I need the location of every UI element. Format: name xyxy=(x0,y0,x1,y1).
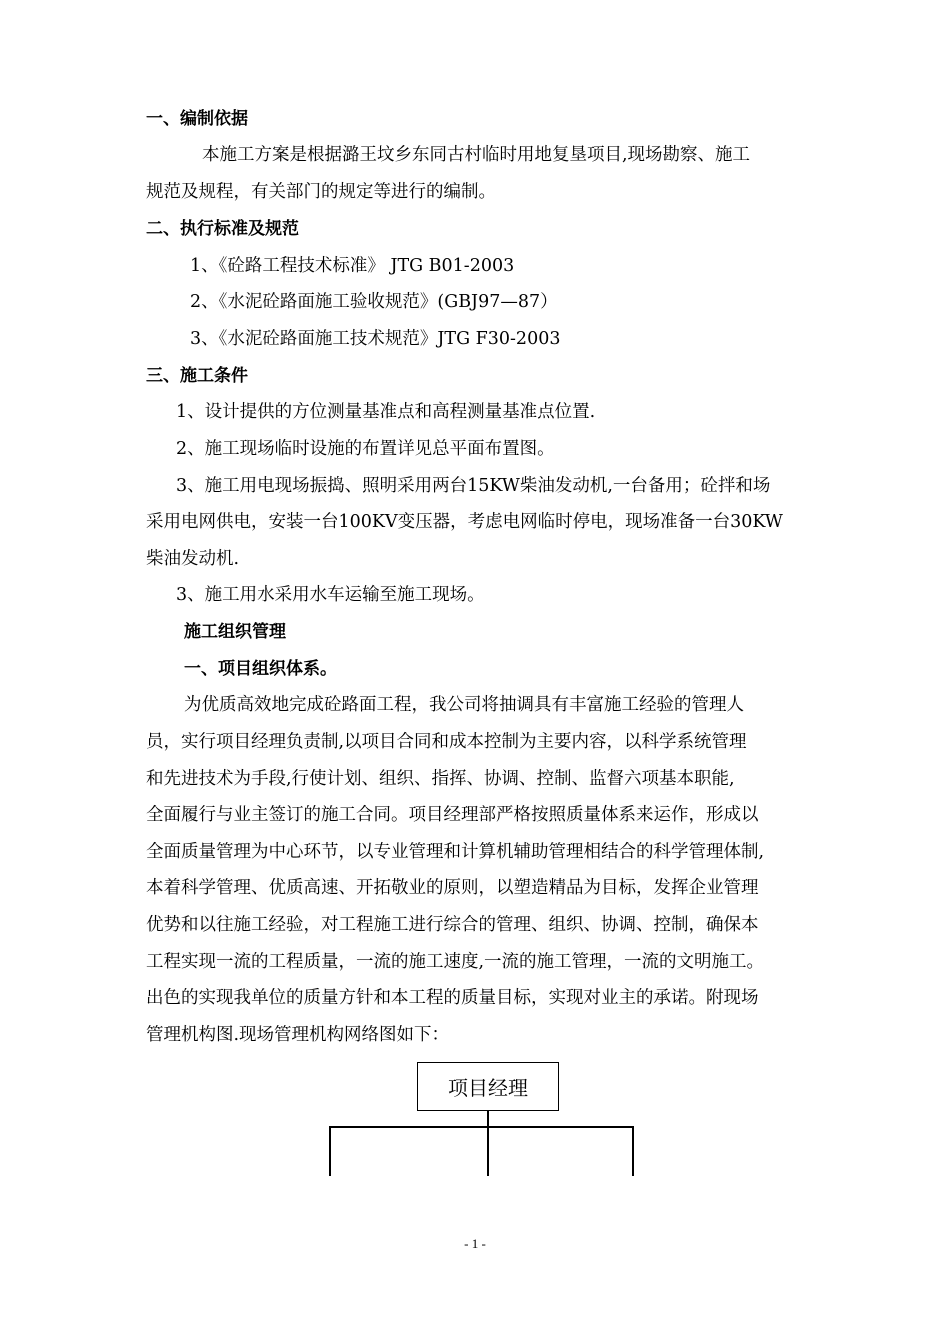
paragraph-line: 优势和以往施工经验，对工程施工进行综合的管理、组织、协调、控制，确保本 xyxy=(146,915,759,935)
standard-item: 2、《水泥砼路面施工验收规范》(GBJ97—87） xyxy=(190,292,558,312)
org-chart-branch-left xyxy=(329,1126,331,1176)
paragraph-line: 全面质量管理为中心环节，以专业管理和计算机辅助管理相结合的科学管理体制, xyxy=(146,842,765,862)
section-2-heading: 二、执行标准及规范 xyxy=(146,219,299,239)
condition-item: 3、施工用水采用水车运输至施工现场。 xyxy=(176,585,485,605)
paragraph-line: 出色的实现我单位的质量方针和本工程的质量目标，实现对业主的承诺。附现场 xyxy=(146,988,759,1008)
paragraph-line: 规范及规程，有关部门的规定等进行的编制。 xyxy=(146,182,496,202)
page-number: - 1 - xyxy=(464,1236,486,1251)
paragraph-line: 本着科学管理、优质高速、开拓敬业的原则，以塑造精品为目标，发挥企业管理 xyxy=(146,878,759,898)
section-4-title: 施工组织管理 xyxy=(184,622,286,642)
paragraph-line: 管理机构图.现场管理机构网络图如下： xyxy=(146,1025,450,1045)
section-3-heading: 三、施工条件 xyxy=(146,366,248,386)
standard-item: 3、《水泥砼路面施工技术规范》JTG F30-2003 xyxy=(190,329,561,349)
condition-item: 柴油发动机. xyxy=(146,549,240,569)
org-chart-branch-line xyxy=(329,1126,634,1128)
paragraph-line: 工程实现一流的工程质量，一流的施工速度,一流的施工管理，一流的文明施工。 xyxy=(146,952,765,972)
condition-item: 3、施工用电现场振捣、照明采用两台15KW柴油发动机,一台备用；砼拌和场 xyxy=(176,476,771,496)
paragraph-line: 为优质高效地完成砼路面工程，我公司将抽调具有丰富施工经验的管理人 xyxy=(184,695,744,715)
paragraph-line: 员，实行项目经理负责制,以项目合同和成本控制为主要内容，以科学系统管理 xyxy=(146,732,747,752)
paragraph-line: 本施工方案是根据潞王坟乡东同古村临时用地复垦项目,现场勘察、施工 xyxy=(202,145,751,165)
section-4-heading: 一、项目组织体系。 xyxy=(184,659,337,679)
condition-item: 1、设计提供的方位测量基准点和高程测量基准点位置. xyxy=(176,402,596,422)
org-chart-root-box: 项目经理 xyxy=(417,1062,559,1111)
org-chart-branch-center xyxy=(487,1126,489,1176)
condition-item: 采用电网供电，安装一台100KV变压器，考虑电网临时停电，现场准备一台30KW xyxy=(146,512,783,532)
section-1-heading: 一、编制依据 xyxy=(146,109,248,129)
standard-item: 1、《砼路工程技术标准》 JTG B01-2003 xyxy=(190,256,515,276)
condition-item: 2、施工现场临时设施的布置详见总平面布置图。 xyxy=(176,439,555,459)
paragraph-line: 全面履行与业主签订的施工合同。项目经理部严格按照质量体系来运作，形成以 xyxy=(146,805,759,825)
paragraph-line: 和先进技术为手段,行使计划、组织、指挥、协调、控制、监督六项基本职能, xyxy=(146,769,735,789)
org-chart-branch-right xyxy=(632,1126,634,1176)
